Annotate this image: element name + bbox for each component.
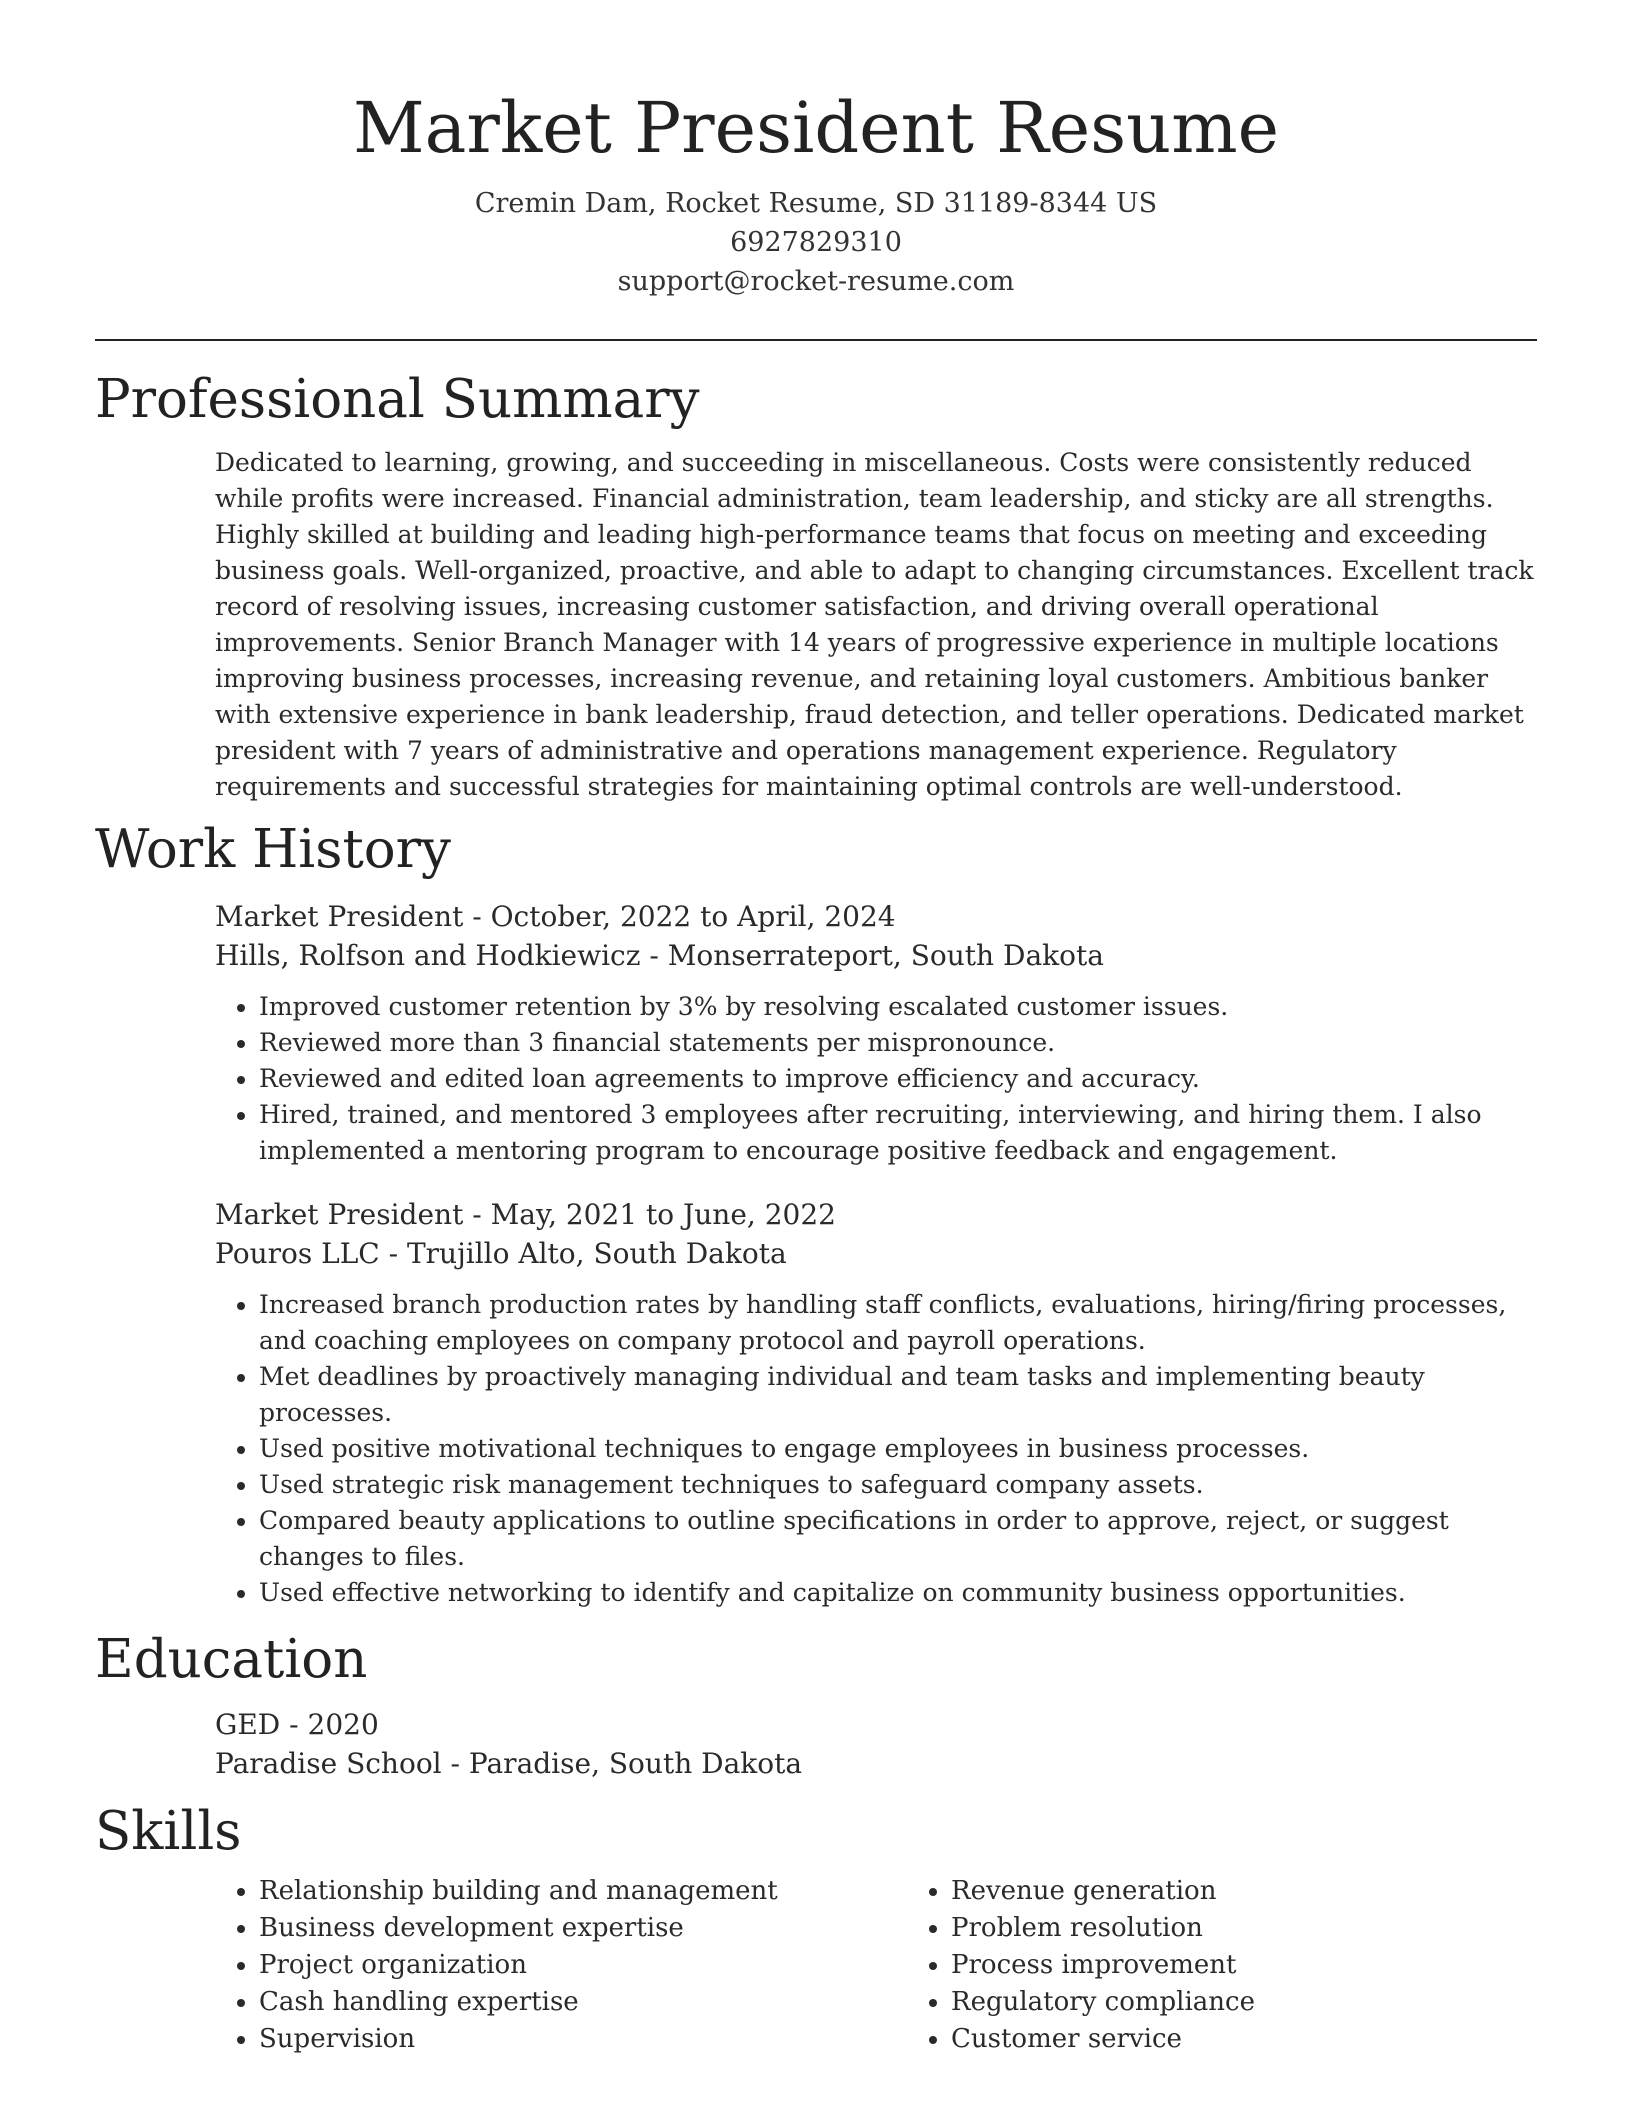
job-location: - Trujillo Alto, South Dakota: [379, 1237, 787, 1270]
job-title-line: [215, 1195, 1537, 1234]
education-section: [95, 1629, 1537, 1783]
job-title: Market President: [215, 900, 464, 933]
job-company: Pouros LLC: [215, 1237, 380, 1270]
education-school: Paradise School: [215, 1747, 442, 1780]
list-item: • Improved customer retention by 3% by resolving escalated customer issues.: [259, 989, 1537, 1025]
skills-grid: [215, 1873, 1537, 2058]
work-history-body: [215, 897, 1537, 1611]
job-dates: - October, 2022 to April, 2024: [463, 900, 896, 933]
summary-body: [215, 445, 1537, 805]
list-item: • Reviewed and edited loan agreements to improve efficiency and accuracy.: [259, 1061, 1537, 1097]
list-item: • Hired, trained, and mentored 3 employees after recruiting, interviewing, and hiring them. I also implemented a mentoring program to encourage positive feedback and engagement.: [259, 1097, 1537, 1169]
education-degree: GED: [215, 1708, 281, 1741]
list-item: • Regulatory compliance: [951, 1984, 1511, 2021]
contact-block: [95, 184, 1537, 301]
job-company-line: [215, 936, 1537, 975]
skills-body: [215, 1873, 1537, 2058]
list-item: • Process improvement: [951, 1947, 1511, 1984]
job-dates: - May, 2021 to June, 2022: [463, 1198, 836, 1231]
job-company-line: [215, 1234, 1537, 1273]
list-item: • Met deadlines by proactively managing individual and team tasks and implementing beauty processes.: [259, 1359, 1537, 1431]
job-title-line: [215, 897, 1537, 936]
education-location: - Paradise, South Dakota: [441, 1747, 803, 1780]
list-item: • Used strategic risk management techniques to safeguard company assets.: [259, 1467, 1537, 1503]
resume-header: [95, 0, 1537, 301]
list-item: • Used positive motivational techniques to engage employees in business processes.: [259, 1431, 1537, 1467]
skills-section: [95, 1801, 1537, 2058]
summary-section: [95, 369, 1537, 805]
list-item: • Project organization: [259, 1947, 907, 1984]
contact-address: Cremin Dam, Rocket Resume, SD 31189-8344 US: [474, 188, 1158, 219]
contact-phone: 6927829310: [730, 227, 902, 258]
skills-heading: Skills: [95, 1801, 242, 1862]
list-item: • Relationship building and management: [259, 1873, 907, 1910]
job-bullets: [215, 989, 1537, 1169]
list-item: • Used effective networking to identify and capitalize on community business opportunities.: [259, 1575, 1537, 1611]
list-item: • Problem resolution: [951, 1910, 1511, 1947]
job-location: - Monserrateport, South Dakota: [640, 939, 1104, 972]
summary-text: Dedicated to learning, growing, and succeeding in miscellaneous. Costs were consistently reduced while profits were increased. Financial administration, team leadership, and sticky are all strengths. Highly skilled at building and leading high-performance teams that focus on meeting and exceeding business goals. Well-organized, proactive, and able to adapt to changing circumstances. Excellent track record of resolving issues, increasing customer satisfaction, and driving overall operational improvements. Senior Branch Manager with 14 years of progressive experience in multiple locations improving business processes, increasing revenue, and retaining loyal customers. Ambitious banker with extensive experience in bank leadership, fraud detection, and teller operations. Dedicated market president with 7 years of administrative and operations management experience. Regulatory requirements and successful strategies for maintaining optimal controls are well-understood.: [215, 448, 1534, 801]
education-degree-line: [215, 1705, 1537, 1744]
education-school-line: [215, 1744, 1537, 1783]
skills-list-left: [215, 1873, 907, 2058]
work-history-section: [95, 819, 1537, 1611]
education-year: - 2020: [280, 1708, 379, 1741]
list-item: • Cash handling expertise: [259, 1984, 907, 2021]
job-entry: [215, 1195, 1537, 1611]
list-item: • Supervision: [259, 2021, 907, 2058]
work-history-heading: Work History: [95, 819, 451, 880]
list-item: • Reviewed more than 3 financial statements per mispronounce.: [259, 1025, 1537, 1061]
skills-list-right: [907, 1873, 1511, 2058]
list-item: • Compared beauty applications to outline specifications in order to approve, reject, or suggest changes to files.: [259, 1503, 1537, 1575]
education-body: [215, 1705, 1537, 1783]
resume-title: Market President Resume: [352, 87, 1280, 169]
education-heading: Education: [95, 1629, 368, 1690]
job-company: Hills, Rolfson and Hodkiewicz: [215, 939, 641, 972]
header-divider: [95, 339, 1537, 341]
job-title: Market President: [215, 1198, 464, 1231]
list-item: • Business development expertise: [259, 1910, 907, 1947]
summary-heading: Professional Summary: [95, 369, 700, 430]
list-item: • Revenue generation: [951, 1873, 1511, 1910]
list-item: • Customer service: [951, 2021, 1511, 2058]
list-item: • Increased branch production rates by handling staff conflicts, evaluations, hiring/firing processes, and coaching employees on company protocol and payroll operations.: [259, 1287, 1537, 1359]
job-entry: [215, 897, 1537, 1169]
job-bullets: [215, 1287, 1537, 1611]
contact-email: support@rocket-resume.com: [617, 266, 1015, 297]
